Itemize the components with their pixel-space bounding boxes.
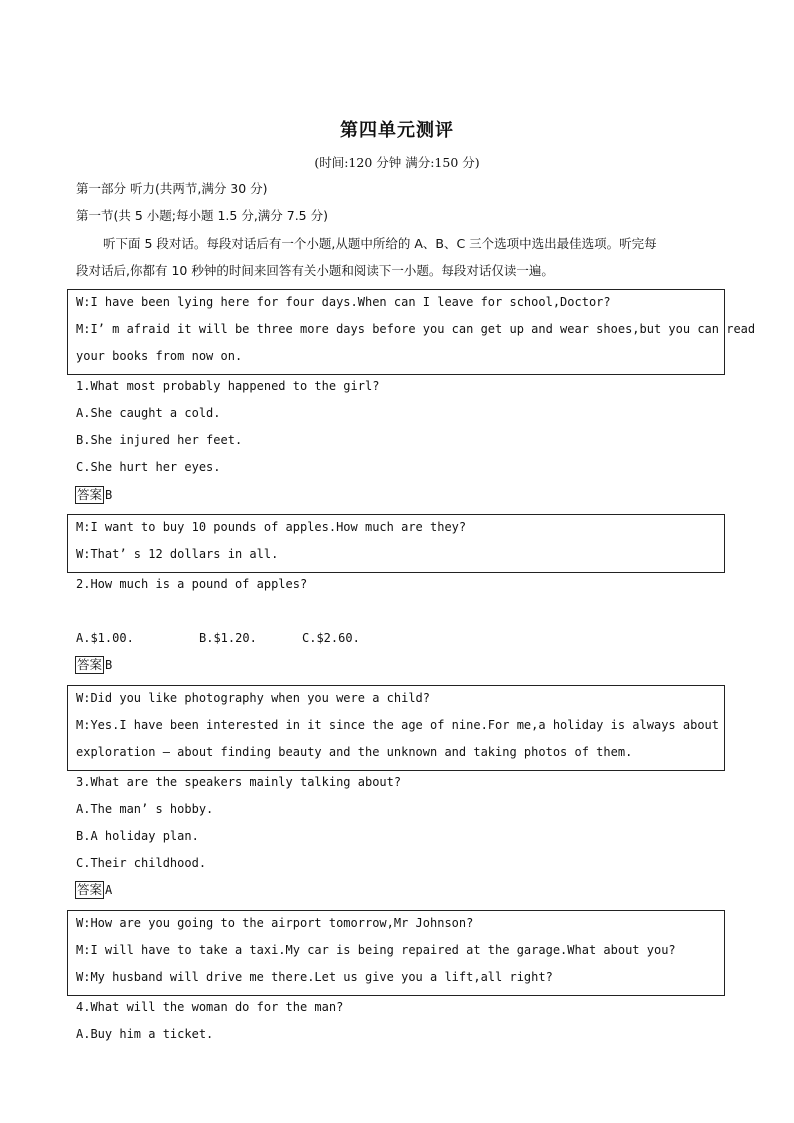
dialogue-box-4	[67, 910, 725, 996]
dialogue-line: W:I have been lying here for four days.When can I leave for school,Doctor?	[76, 295, 611, 309]
page-title: 第四单元测评	[340, 120, 454, 141]
dialogue-line: W:Did you like photography when you were a child?	[76, 691, 431, 705]
dialogue-line: M:Yes.I have been interested in it since the age of nine.For me,a holiday is always about	[76, 718, 719, 732]
option-2a: A.$1.00.	[76, 631, 134, 645]
dialogue-line: W:How are you going to the airport tomorrow,Mr Johnson?	[76, 916, 474, 930]
answer-1	[75, 486, 112, 504]
part-heading: 第一部分 听力(共两节,满分 30 分)	[76, 181, 268, 196]
option-1a: A.She caught a cold.	[76, 406, 221, 420]
dialogue-line: W:My husband will drive me there.Let us give you a lift,all right?	[76, 970, 553, 984]
option-2b: B.$1.20.	[199, 631, 257, 645]
option-3b: B.A holiday plan.	[76, 829, 199, 843]
question-1: 1.What most probably happened to the girl?	[76, 379, 380, 393]
answer-2	[75, 656, 112, 674]
option-3c: C.Their childhood.	[76, 856, 207, 870]
section-heading: 第一节(共 5 小题;每小题 1.5 分,满分 7.5 分)	[76, 208, 328, 223]
dialogue-line: M:I will have to take a taxi.My car is being repaired at the garage.What about you?	[76, 943, 676, 957]
option-1b: B.She injured her feet.	[76, 433, 243, 447]
instruction-line-2: 段对话后,你都有 10 秒钟的时间来回答有关小题和阅读下一小题。每段对话仅读一遍。	[76, 263, 554, 278]
option-1c: C.She hurt her eyes.	[76, 460, 221, 474]
exam-time-score: (时间:120 分钟 满分:150 分)	[314, 155, 480, 170]
option-4a: A.Buy him a ticket.	[76, 1027, 214, 1041]
dialogue-box-2	[67, 514, 725, 573]
dialogue-line: exploration — about finding beauty and the unknown and taking photos of them.	[76, 745, 633, 759]
question-2: 2.How much is a pound of apples?	[76, 577, 308, 591]
dialogue-box-1	[67, 289, 756, 375]
answer-value: A	[105, 883, 113, 897]
dialogue-line: W:That’ s 12 dollars in all.	[76, 547, 279, 561]
instruction-line-1: 听下面 5 段对话。每段对话后有一个小题,从题中所给的 A、B、C 三个选项中选出最佳选项。听完每	[103, 236, 657, 251]
dialogue-line: your books from now on.	[76, 349, 243, 363]
answer-3	[75, 881, 112, 899]
option-2c: C.$2.60.	[302, 631, 360, 645]
answer-label: 答案	[77, 657, 103, 672]
dialogue-box-3	[67, 685, 725, 771]
question-3: 3.What are the speakers mainly talking about?	[76, 775, 402, 789]
answer-value: B	[105, 488, 113, 502]
answer-value: B	[105, 658, 113, 672]
option-3a: A.The man’ s hobby.	[76, 802, 214, 816]
answer-label: 答案	[77, 487, 103, 502]
answer-label: 答案	[77, 882, 103, 897]
question-4: 4.What will the woman do for the man?	[76, 1000, 344, 1014]
dialogue-line: M:I’ m afraid it will be three more days before you can get up and wear shoes,but you can read	[76, 322, 756, 336]
dialogue-line: M:I want to buy 10 pounds of apples.How much are they?	[76, 520, 467, 534]
